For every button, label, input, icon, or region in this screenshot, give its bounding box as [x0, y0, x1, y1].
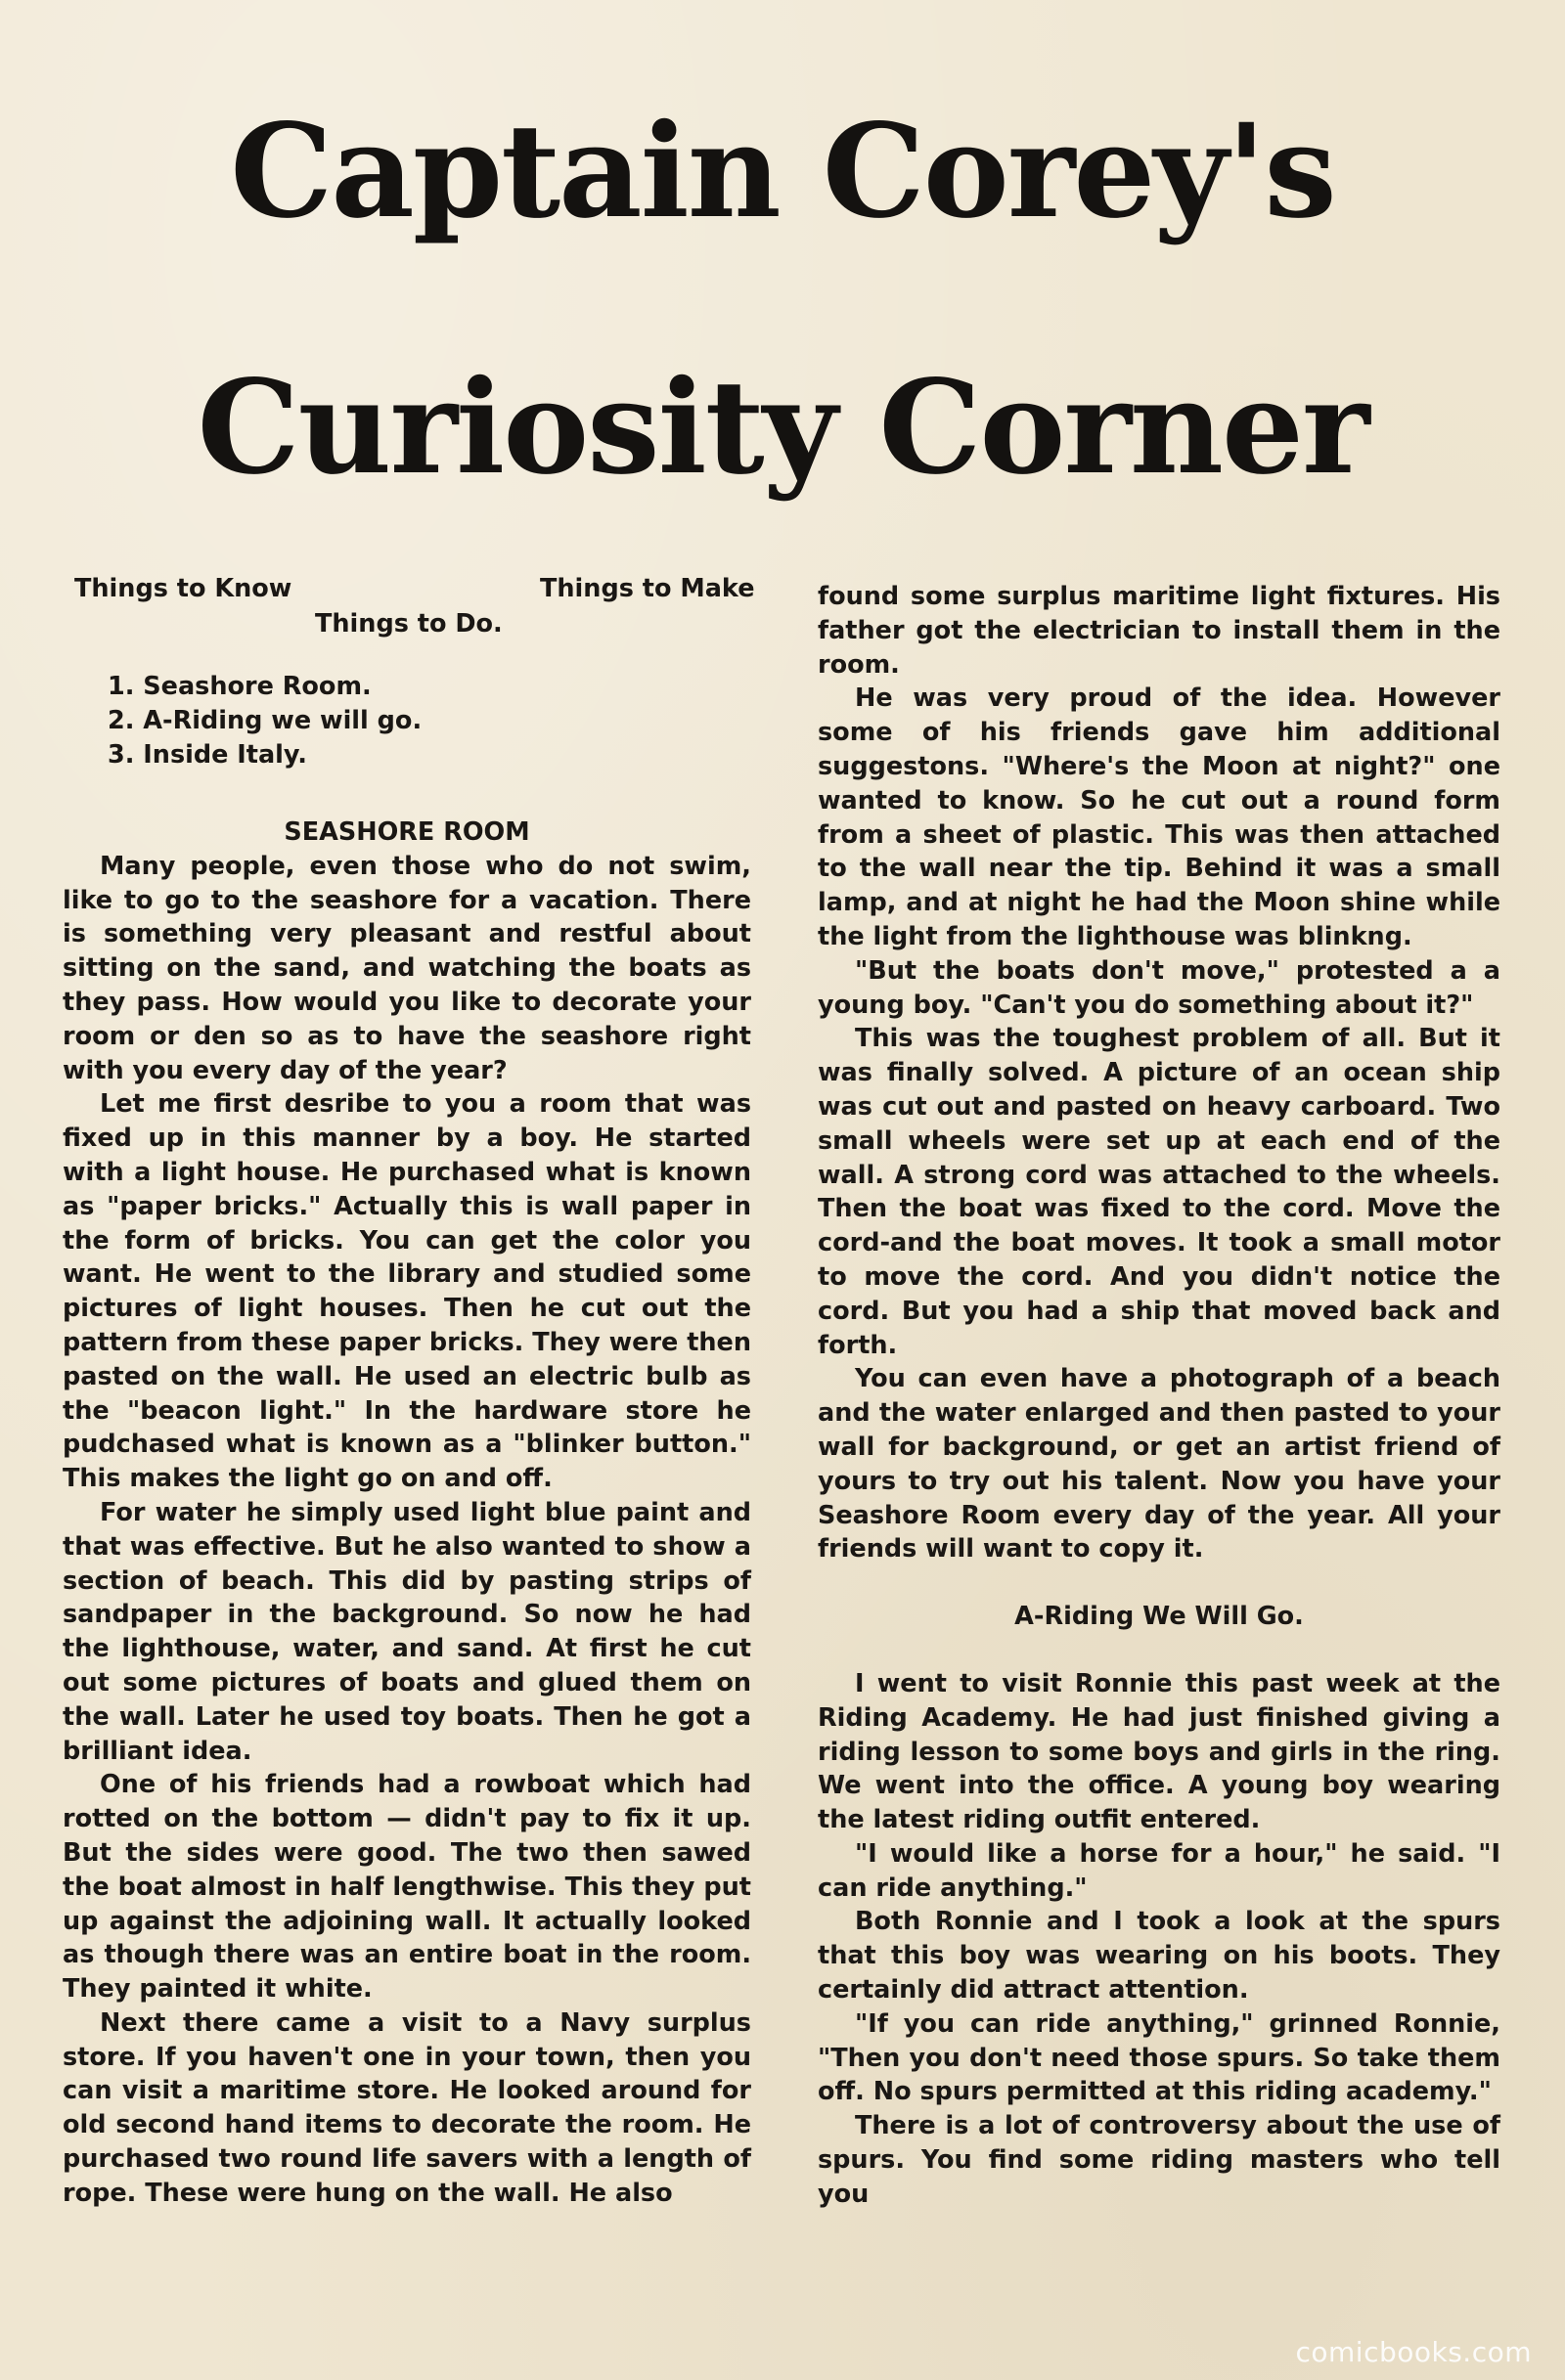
title-line-1: Captain Corey's	[230, 96, 1335, 247]
contents-item: 3. Inside Italy.	[108, 740, 307, 770]
paragraph: He was very proud of the idea. However some of his friends gave him additional suggestons. "Where's the Moon at night?" one wanted to know. So he cut out a round form from a sheet of plastic. This was then attached to the wall near the tip. Behind it was a small lamp, and at night he had the Moon shine while the light from the lighthouse was blinkng.	[818, 683, 1500, 951]
paragraph: One of his friends had a rowboat which had rotted on the bottom — didn't pay to fix it up. But the sides were good. The two then sawed the boat almost in half lengthwise. This they put up against the adjoining wall. It actually looked as though there was an entire boat in the room. They painted it white.	[63, 1770, 751, 2005]
site-watermark: comicbooks.com	[1295, 2336, 1532, 2368]
seashore-heading: SEASHORE ROOM	[284, 817, 530, 847]
paragraph: "If you can ride anything," grinned Ronnie, "Then you don't need those spurs. So take them off. No spurs permitted at this riding academy."	[818, 2008, 1500, 2107]
paragraph: "I would like a horse for a hour," he said. "I can ride anything."	[818, 1838, 1500, 1903]
paragraph: There is a lot of controversy about the use of spurs. You find some riding masters who tell you	[818, 2111, 1500, 2209]
title-line-2: Curiosity Corner	[197, 352, 1368, 504]
paragraph: Both Ronnie and I took a look at the spurs that this boy was wearing on his boots. They certainly did attract attention.	[818, 1907, 1500, 2005]
right-column	[818, 580, 1500, 2212]
paragraph: found some surplus maritime light fixtures. His father got the electrician to install them in the room.	[818, 582, 1500, 680]
things-to-make: Things to Make	[540, 574, 755, 603]
page-title	[0, 96, 1565, 504]
paragraph: For water he simply used light blue paint and that was effective. But he also wanted to show a section of beach. This did by pasting strips of sandpaper in the background. So now he had the lighthouse, water, and sand. At first he cut out some pictures of boats and glued them on the wall. Later he used toy boats. Then he got a brilliant idea.	[63, 1497, 751, 1766]
riding-heading: A-Riding We Will Go.	[1014, 1602, 1304, 1632]
paragraph: You can even have a photograph of a beach and the water enlarged and then pasted to your wall for background, or get an artist friend of yours to try out his talent. Now you have your Seashore Room every day of the year. All your friends will want to copy it.	[818, 1364, 1500, 1565]
left-column	[63, 572, 755, 2211]
contents-item: 1. Seashore Room.	[108, 672, 372, 701]
paragraph: This was the toughest problem of all. But it was finally solved. A picture of an ocean ship was cut out and pasted on heavy carboard. Two small wheels were set up at each end of the wall. A strong cord was attached to the wheels. Then the boat was fixed to the cord. Move the cord-and the boat moves. It took a small motor to move the cord. And you didn't notice the cord. But you had a ship that moved back and forth.	[818, 1024, 1500, 1360]
paragraph: I went to visit Ronnie this past week at the Riding Academy. He had just finished giving a riding lesson to some boys and girls in the ring. We went into the office. A young boy wearing the latest riding outfit entered.	[818, 1668, 1500, 1835]
contents-item: 2. A-Riding we will go.	[108, 706, 423, 735]
things-to-do: Things to Do.	[315, 609, 503, 639]
paragraph: Many people, even those who do not swim, like to go to the seashore for a vacation. There is something very pleasant and restful about sitting on the sand, and watching the boats as they pass. How would you like to decorate your room or den so as to have the seashore right with you every day of the year?	[63, 851, 751, 1085]
things-to-know: Things to Know	[74, 574, 292, 603]
contents-list	[63, 670, 751, 772]
contents-header	[63, 572, 755, 642]
paragraph: "But the boats don't move," protested a a young boy. "Can't you do something about it?"	[818, 955, 1500, 1020]
paragraph: Next there came a visit to a Navy surplus store. If you haven't one in your town, then you can visit a maritime store. He looked around for old second hand items to decorate the room. He purchased two round life savers with a length of rope. These were hung on the wall. He also	[63, 2007, 751, 2208]
paragraph: Let me first desribe to you a room that was fixed up in this manner by a boy. He started with a light house. He purchased what is known as "paper bricks." Actually this is wall paper in the form of bricks. You can get the color you want. He went to the library and studied some pictures of light houses. Then he cut out the pattern from these paper bricks. They were then pasted on the wall. He used an electric bulb as the "beacon light." In the hardware store he pudchased what is known as a "blinker button." This makes the light go on and off.	[63, 1089, 751, 1494]
